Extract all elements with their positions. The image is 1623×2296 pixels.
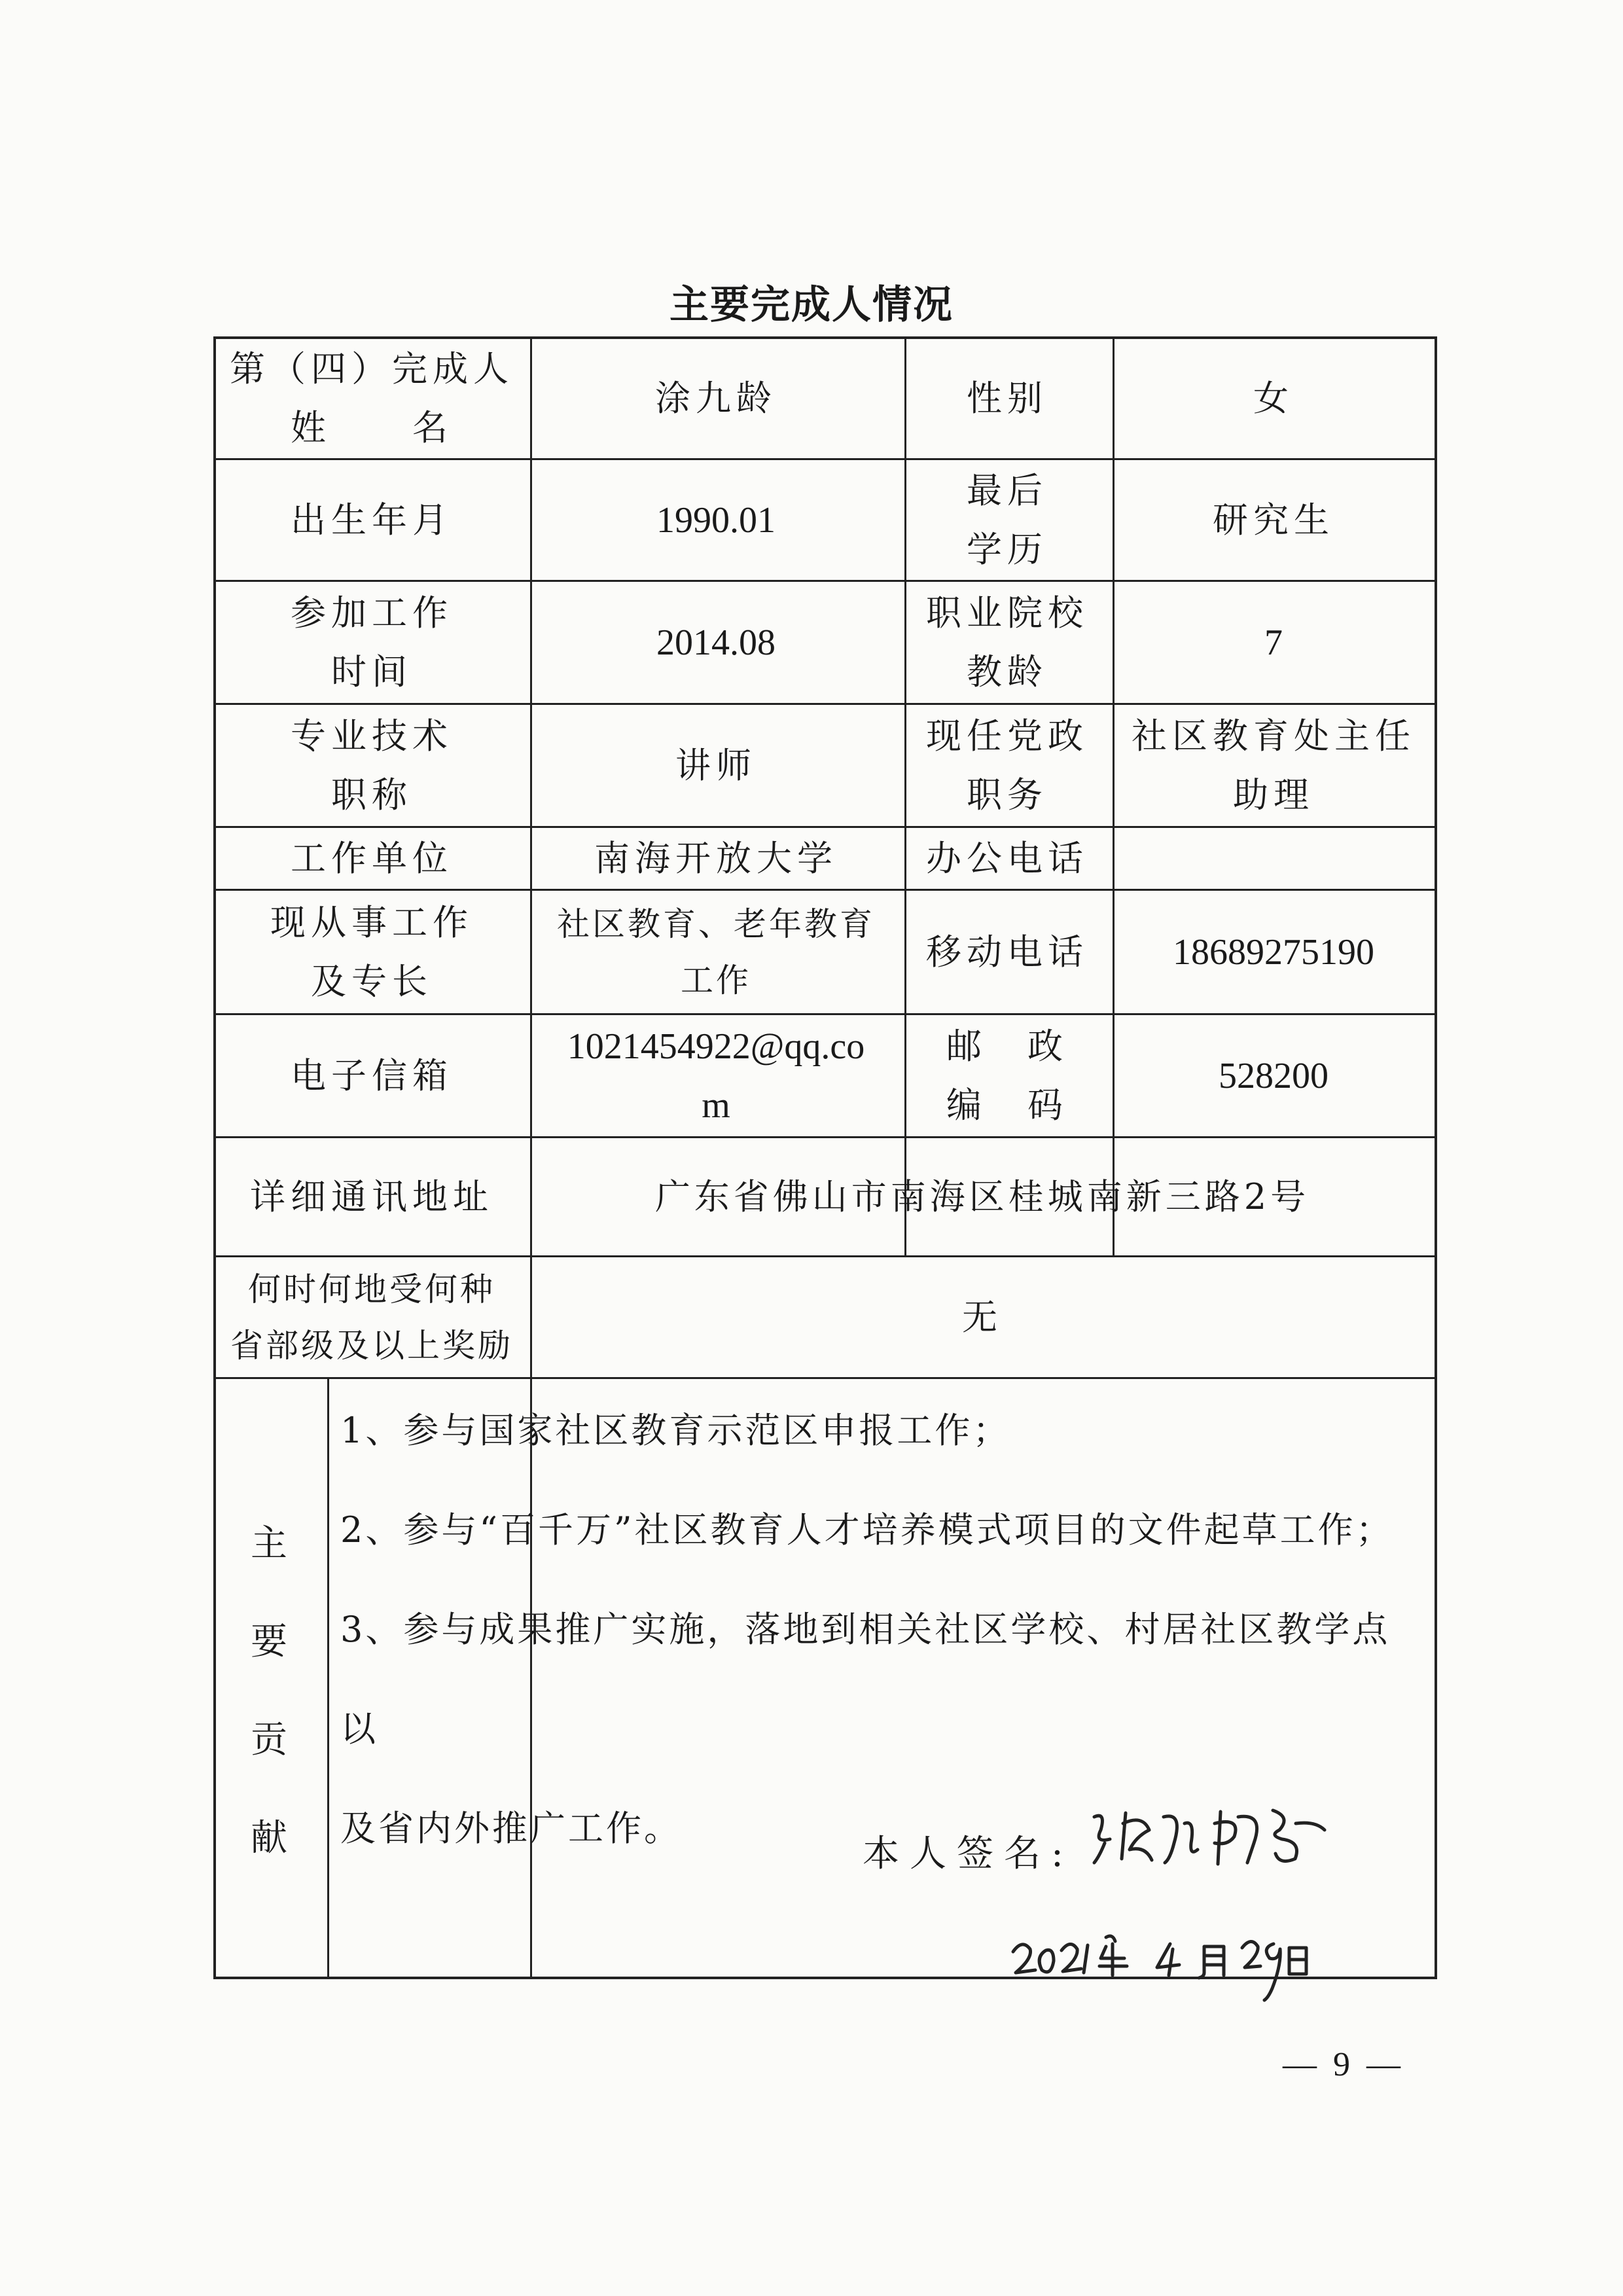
value-teaching-years: 7	[1264, 622, 1283, 663]
label-current-work: 现从事工作 及专长	[270, 901, 473, 1002]
value-employer: 南海开放大学	[594, 837, 838, 879]
label-employer: 工作单位	[291, 837, 453, 879]
label-mobile: 移动电话	[926, 931, 1088, 973]
contribution-item: 3、参与成果推广实施，落地到相关社区学校、村居社区教学点以	[340, 1609, 1391, 1749]
label-awards: 何时何地受何种 省部级及以上奖励	[230, 1270, 513, 1365]
value-work-start: 2014.08	[656, 622, 776, 663]
label-address: 详细通讯地址	[250, 1175, 493, 1217]
label-gender: 性别	[967, 378, 1048, 419]
page-title: 主要完成人情况	[669, 282, 954, 328]
value-postcode: 528200	[1219, 1055, 1329, 1096]
label-education: 最后 学历	[967, 469, 1048, 570]
label-email: 电子信箱	[291, 1054, 453, 1096]
page-number: — 9 —	[1283, 2046, 1404, 2083]
contribution-item: 及省内外推广工作。	[340, 1808, 682, 1849]
value-address: 广东省佛山市南海区桂城南新三路2号	[654, 1175, 1310, 1217]
contribution-item: 1、参与国家社区教育示范区申报工作；	[340, 1410, 1011, 1451]
handwritten-date	[1008, 1918, 1374, 2016]
value-mobile: 18689275190	[1173, 931, 1374, 973]
label-birth: 出生年月	[291, 499, 453, 541]
value-gender: 女	[1253, 378, 1294, 419]
value-position: 社区教育处主任 助理	[1132, 715, 1416, 816]
label-office-phone: 办公电话	[926, 837, 1088, 879]
label-postcode: 邮 政 编 码	[946, 1025, 1068, 1126]
value-education: 研究生	[1213, 499, 1334, 541]
label-completer-name: 第（四）完成人 姓 名	[230, 348, 514, 448]
value-name: 涂九龄	[655, 378, 777, 419]
value-email: 1021454922@qq.co m	[567, 1026, 865, 1126]
contribution-item: 2、参与“百千万”社区教育人才培养模式项目的文件起草工作；	[340, 1509, 1394, 1551]
label-teaching-years: 职业院校 教龄	[926, 592, 1088, 692]
value-current-work: 社区教育、老年教育 工作	[557, 905, 875, 999]
value-title: 讲师	[675, 744, 757, 786]
label-work-start: 参加工作 时间	[291, 592, 453, 692]
label-main-contribution: 主 要 贡 献	[251, 1522, 293, 1859]
value-birth: 1990.01	[656, 499, 776, 541]
signature-label: 本人签名:	[863, 1833, 1074, 1875]
handwritten-signature	[1086, 1797, 1335, 1876]
value-office-phone	[1113, 828, 1435, 889]
value-awards: 无	[962, 1296, 1003, 1338]
label-position: 现任党政 职务	[926, 715, 1088, 816]
label-title: 专业技术 职称	[291, 715, 453, 816]
